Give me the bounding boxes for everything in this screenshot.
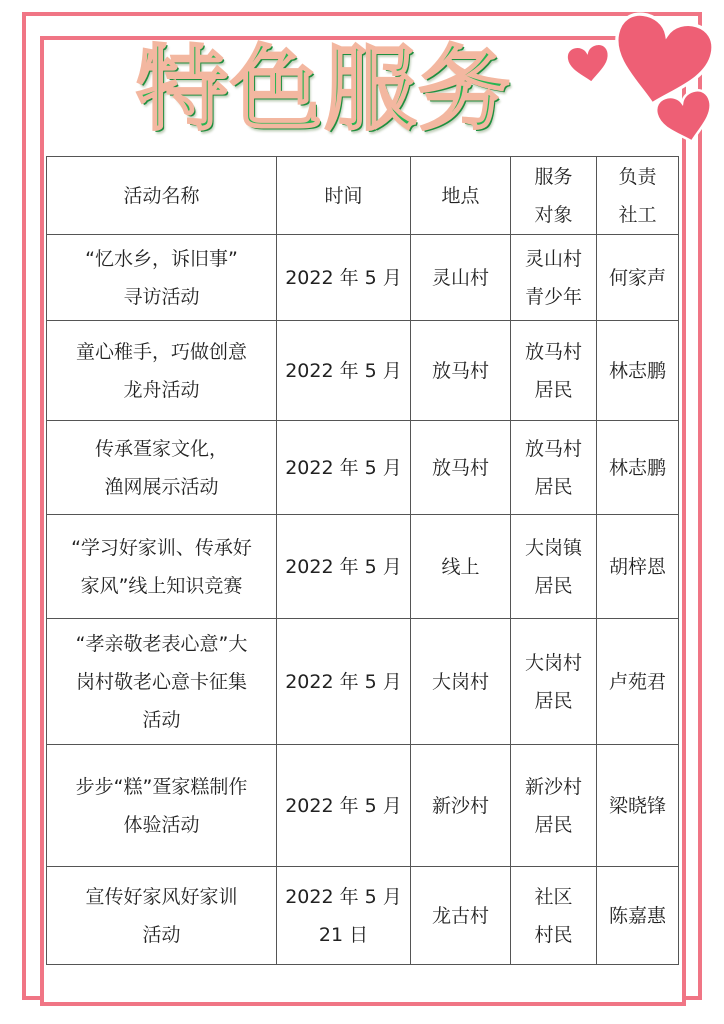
activity-name-cell: “学习好家训、传承好 家风”线上知识竞赛 (47, 515, 277, 619)
worker-cell: 胡梓恩 (597, 515, 679, 619)
place-cell: 新沙村 (411, 745, 511, 867)
place-cell: 放马村 (411, 321, 511, 421)
place-cell: 灵山村 (411, 235, 511, 321)
time-cell: 2022 年 5 月 (277, 619, 411, 745)
heart-icon (566, 43, 613, 86)
time-cell: 2022 年 5 月 (277, 515, 411, 619)
header-worker: 负责 社工 (597, 157, 679, 235)
header-time: 时间 (277, 157, 411, 235)
table-row (47, 321, 679, 421)
activity-name-cell: 传承疍家文化， 渔网展示活动 (47, 421, 277, 515)
worker-cell: 梁晓锋 (597, 745, 679, 867)
activity-name-cell: 童心稚手，巧做创意 龙舟活动 (47, 321, 277, 421)
activity-name-cell: “忆水乡，诉旧事” 寻访活动 (47, 235, 277, 321)
service-table (46, 156, 679, 965)
target-cell: 大岗镇 居民 (511, 515, 597, 619)
target-cell: 灵山村 青少年 (511, 235, 597, 321)
table-row (47, 515, 679, 619)
time-cell: 2022 年 5 月 (277, 321, 411, 421)
target-cell: 新沙村 居民 (511, 745, 597, 867)
worker-cell: 陈嘉惠 (597, 867, 679, 965)
table-header-row (47, 157, 679, 235)
header-target: 服务 对象 (511, 157, 597, 235)
target-cell: 放马村 居民 (511, 321, 597, 421)
activity-name-cell: 宣传好家风好家训 活动 (47, 867, 277, 965)
header-activity-name: 活动名称 (47, 157, 277, 235)
time-cell: 2022 年 5 月 21 日 (277, 867, 411, 965)
hearts-decoration (560, 0, 724, 150)
place-cell: 大岗村 (411, 619, 511, 745)
time-cell: 2022 年 5 月 (277, 745, 411, 867)
worker-cell: 林志鹏 (597, 321, 679, 421)
table-row (47, 235, 679, 321)
table-row (47, 745, 679, 867)
table-row (47, 619, 679, 745)
header-place: 地点 (411, 157, 511, 235)
time-cell: 2022 年 5 月 (277, 421, 411, 515)
table-row (47, 421, 679, 515)
target-cell: 社区 村民 (511, 867, 597, 965)
worker-cell: 何家声 (597, 235, 679, 321)
place-cell: 放马村 (411, 421, 511, 515)
worker-cell: 林志鹏 (597, 421, 679, 515)
place-cell: 线上 (411, 515, 511, 619)
place-cell: 龙古村 (411, 867, 511, 965)
target-cell: 放马村 居民 (511, 421, 597, 515)
time-cell: 2022 年 5 月 (277, 235, 411, 321)
activity-name-cell: 步步“糕”疍家糕制作 体验活动 (47, 745, 277, 867)
worker-cell: 卢苑君 (597, 619, 679, 745)
page-title: 特色服务 (136, 36, 513, 143)
table-row (47, 867, 679, 965)
target-cell: 大岗村 居民 (511, 619, 597, 745)
activity-name-cell: “孝亲敬老表心意”大 岗村敬老心意卡征集 活动 (47, 619, 277, 745)
